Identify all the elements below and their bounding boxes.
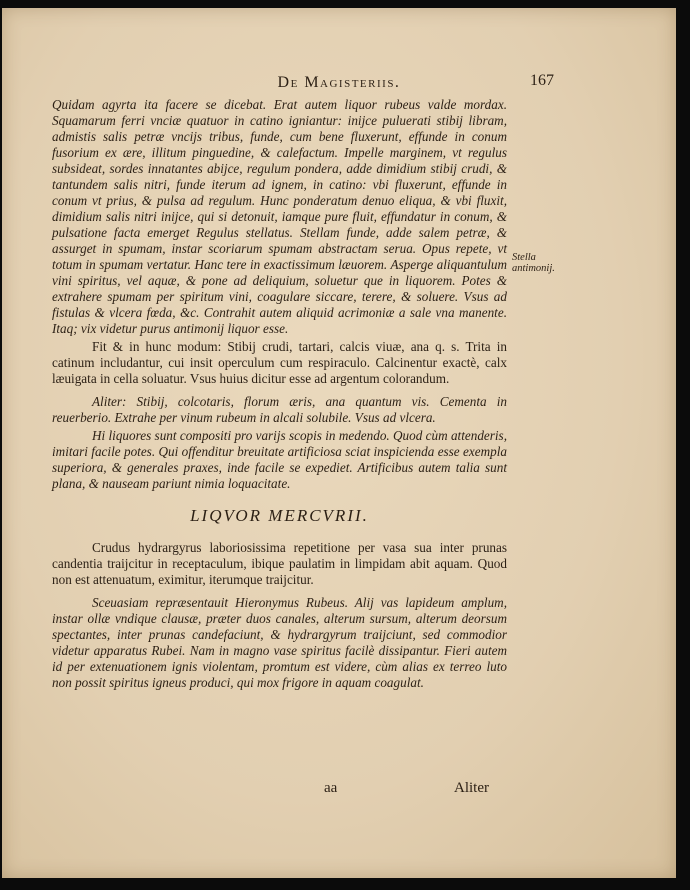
paragraph-crudus-hydrargyrus: Crudus hydrargyrus laboriosissima repetitione per vasa sua inter prunas candentia traijcitur in receptaculum, ibique paulatim in limpidam abit aquam. Quod non est attenuatum, eximitur, iterumque traijcitur. bbox=[52, 540, 507, 587]
paragraph-recipe-regulus: Quidam agyrta ita facere se dicebat. Erat autem liquor rubeus valde mordax. Squamarum ferri vnciæ quatuor in catino igniantur: inijce puluerati stibij libram, admistis salis petræ vncijs tribus, funde, cum bene fluxerunt, effunde in conum fusorium ex ære, illitum pinguedine, & calefactum. Impelle marginem, vt regulus subsideat, sordes innatantes abijce, regulum pondera, adde dimidium stibij crudi, & tantundem salis nitri, funde iterum ad ignem, in catino: vbi fluxerunt, effunde in conum vt prius, & pulsa ad regulum. Hunc ponderatum denuo eliqua, & vbi fluxit, dimidium salis nitri inijce, qui si detonuit, iamque pure fluit, effundatur in conum, & pulsatione facta emerget Regulus stellatus. Stellam funde, adde salem petræ, & assurget in spumam, instar scoriarum spumam abstractam serua. Opus repete, vt totum in spumam vertatur. Hanc tere in exactissimum læuorem. Asperge aliquantulum vini spiritus, vel aquæ, & pone ad deliquium, soluetur que in liquorem. Potes & extrahere spumam per spiritum vini, coagulare siccare, terere, & soluere. Vsus ad fistulas & vlcera fœda, &c. Contrahit autem aliquid acrimoniæ a sale vna manente. Itaq; vix videtur purus antimonij liquor esse. bbox=[52, 97, 507, 336]
margin-note: Stella antimonij. bbox=[512, 252, 555, 274]
page-number: 167 bbox=[530, 72, 554, 89]
book-page bbox=[2, 8, 676, 878]
paragraph-commentary: Hi liquores sunt compositi pro varijs scopis in medendo. Quod cùm attenderis, imitari facile potes. Qui offenditur breuitate artificiosa sciat inspicienda esse exempla superiora, & generales praxes, inde facile se expediet. Artificibus autem talia sunt plana, & nauseam pariunt nimia loquacitate. bbox=[52, 428, 507, 491]
section-heading: LIQVOR MERCVRII. bbox=[190, 506, 369, 525]
catchword: Aliter bbox=[454, 780, 489, 796]
main-text bbox=[52, 97, 507, 691]
paragraph-alternative-method: Fit & in hunc modum: Stibij crudi, tartari, calcis viuæ, ana q. s. Trita in catinum includantur, cui insit operculum cum respiraculo. Calcinentur exactè, calx læuigata in cella soluatur. Vsus huius dicitur esse ad argentum colorandum. bbox=[52, 339, 507, 386]
paragraph-sceuasia: Sceuasiam repræsentauit Hieronymus Rubeus. Alij vas lapideum amplum, instar ollæ vndique clausæ, præter duos canales, alterum sursum, alterum deorsum spectantes, inter prunas candefaciunt, & hydrargyrum traijciunt, sed commodior videtur apparatus Rubei. Nam in magno vase spiritus facilè dissipantur. Fieri autem id per extenuationem ignis violentam, promtum est videre, cùm alias ex terreo luto non possit spiritus igneus produci, qui mox frigore in aquam coagulat. bbox=[52, 595, 507, 690]
paragraph-aliter: Aliter: Stibij, colcotaris, florum æris, ana quantum vis. Cementa in reuerberio. Extrahe per vinum rubeum in alcali solubile. Vsus ad vlcera. bbox=[52, 394, 507, 425]
page-footer bbox=[2, 780, 676, 800]
running-head: De Magisteriis. bbox=[277, 74, 401, 91]
page-header bbox=[2, 74, 676, 96]
signature-mark: aa bbox=[324, 780, 338, 796]
